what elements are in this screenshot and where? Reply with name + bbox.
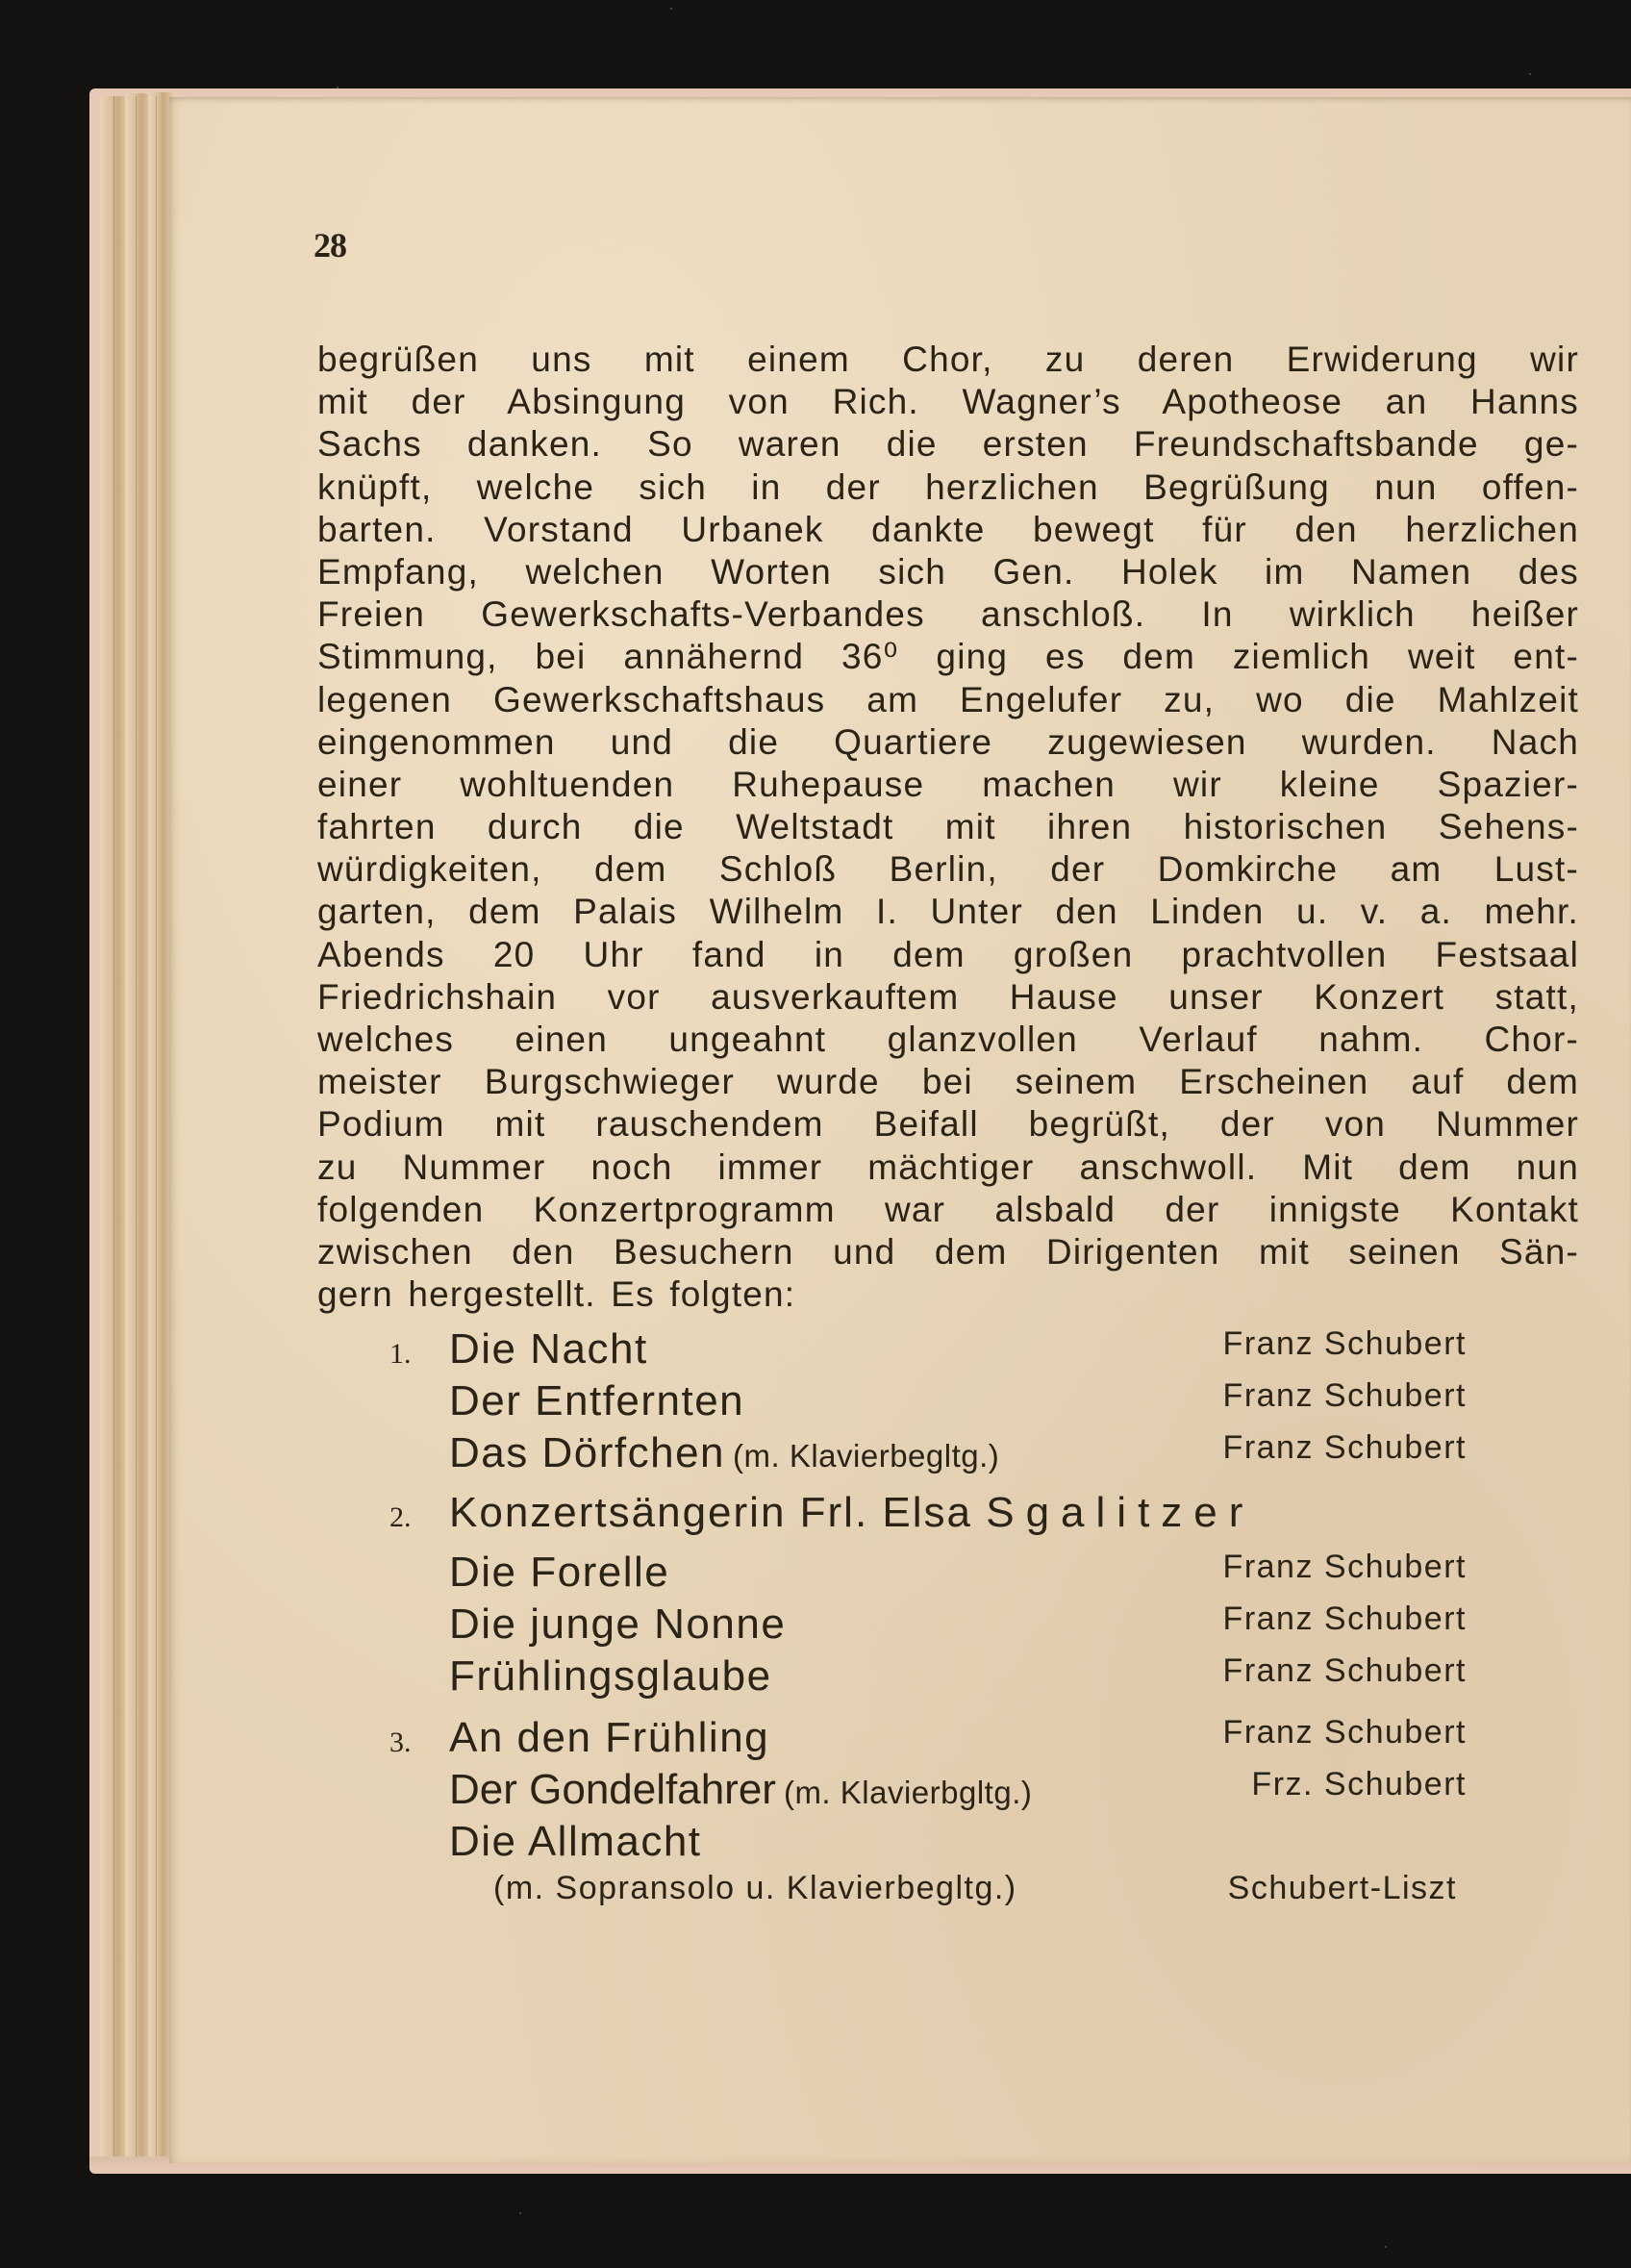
concert-program	[389, 1325, 1467, 1922]
text-line: welches einen ungeahnt glanzvollen Verlauf nahm. Chor-	[317, 1020, 1579, 1059]
program-item	[389, 1818, 1467, 1870]
program-part-heading	[389, 1489, 1467, 1541]
program-item	[389, 1766, 1467, 1818]
dust-speck	[1385, 2246, 1387, 2248]
program-part-number: 2.	[389, 1501, 412, 1533]
page-edge-line	[156, 96, 157, 2164]
page-number: 28	[314, 226, 346, 265]
composer: Franz Schubert	[1222, 1652, 1467, 1689]
song-title: Das Dörfchen	[449, 1429, 726, 1476]
text-line: folgenden Konzertprogramm war alsbald der innigste Kontakt	[317, 1189, 1579, 1229]
text-line: barten. Vorstand Urbanek dankte bewegt für den herzlichen	[317, 509, 1579, 549]
composer: Schubert-Liszt	[1227, 1870, 1457, 1906]
song-title: Die Allmacht	[449, 1818, 702, 1865]
composer: Franz Schubert	[1222, 1377, 1467, 1414]
text-line: gern hergestellt. Es folgten:	[317, 1274, 796, 1315]
soloist-name: Sgalitzer	[986, 1489, 1255, 1536]
program-item	[389, 1549, 1467, 1600]
song-note: (m. Klavierbegltg.)	[733, 1438, 1000, 1474]
song-title: Der Gondelfahrer	[449, 1766, 776, 1813]
text-line: zwischen den Besuchern und dem Dirigenten mit seinen Sän-	[317, 1231, 1579, 1272]
text-line: begrüßen uns mit einem Chor, zu deren Erwiderung wir	[317, 340, 1579, 379]
composer: Frz. Schubert	[1251, 1766, 1467, 1802]
program-item-subline	[389, 1870, 1467, 1922]
dust-speck	[519, 2212, 521, 2214]
composer: Franz Schubert	[1222, 1325, 1467, 1362]
text-line: einer wohltuenden Ruhepause machen wir kleine Spazier-	[317, 764, 1579, 804]
text-line: legenen Gewerkschaftshaus am Engelufer zu, wo die Mahlzeit	[317, 679, 1579, 719]
text-line: Empfang, welchen Worten sich Gen. Holek im Namen des	[317, 551, 1579, 592]
program-part-number: 3.	[389, 1726, 412, 1758]
program-item	[389, 1714, 1467, 1766]
soloist-heading	[449, 1489, 1254, 1537]
song-title: Die junge Nonne	[449, 1600, 787, 1648]
composer: Franz Schubert	[1222, 1714, 1467, 1751]
composer: Franz Schubert	[1222, 1429, 1467, 1466]
program-item	[389, 1600, 1467, 1652]
text-line: fahrten durch die Weltstadt mit ihren historischen Sehens-	[317, 807, 1579, 847]
text-line: Podium mit rauschendem Beifall begrüßt, der von Nummer	[317, 1104, 1579, 1145]
text-line: Sachs danken. So waren die ersten Freundschaftsbande ge-	[317, 424, 1579, 465]
composer: Franz Schubert	[1222, 1600, 1467, 1637]
program-item	[389, 1652, 1467, 1704]
text-line: meister Burgschwieger wurde bei seinem Erscheinen auf dem	[317, 1062, 1579, 1102]
song-note: (m. Klavierbgltg.)	[783, 1775, 1033, 1810]
text-line: Abends 20 Uhr fand in dem großen prachtvollen Festsaal	[317, 934, 1579, 974]
program-item	[389, 1325, 1467, 1377]
text-line: Stimmung, bei annähernd 36⁰ ging es dem ziemlich weit ent-	[317, 637, 1579, 677]
text-line: würdigkeiten, dem Schloß Berlin, der Domkirche am Lust-	[317, 849, 1579, 890]
song-title: Die Forelle	[449, 1549, 670, 1596]
text-line: knüpft, welche sich in der herzlichen Begrüßung nun offen-	[317, 466, 1579, 507]
song-title: Die Nacht	[449, 1325, 648, 1373]
program-item	[389, 1429, 1467, 1481]
program-part-number: 1.	[389, 1338, 412, 1370]
dust-speck	[670, 8, 672, 10]
song-note: (m. Sopransolo u. Klavierbegltg.)	[493, 1870, 1017, 1906]
dust-speck	[1529, 73, 1531, 75]
text-line: mit der Absingung von Rich. Wagner’s Apotheose an Hanns	[317, 382, 1579, 422]
song-title: Der Entfernten	[449, 1377, 745, 1424]
program-item	[389, 1377, 1467, 1429]
text-line: zu Nummer noch immer mächtiger anschwoll. Mit dem nun	[317, 1147, 1579, 1187]
page-edge-line	[113, 96, 114, 2164]
text-line: eingenommen und die Quartiere zugewiesen wurden. Nach	[317, 721, 1579, 762]
text-line: Freien Gewerkschafts-Verbandes anschloß. In wirklich heißer	[317, 594, 1579, 635]
song-title: Frühlingsglaube	[449, 1652, 772, 1700]
body-paragraph	[317, 339, 1579, 1316]
text-line: Friedrichshain vor ausverkauftem Hause unser Konzert statt,	[317, 976, 1579, 1017]
song-title: An den Frühling	[449, 1714, 770, 1761]
page-edge-line	[136, 96, 137, 2164]
text-line: garten, dem Palais Wilhelm I. Unter den Linden u. v. a. mehr.	[317, 892, 1579, 932]
composer: Franz Schubert	[1222, 1549, 1467, 1585]
soloist-title: Konzertsängerin Frl. Elsa	[449, 1489, 972, 1536]
